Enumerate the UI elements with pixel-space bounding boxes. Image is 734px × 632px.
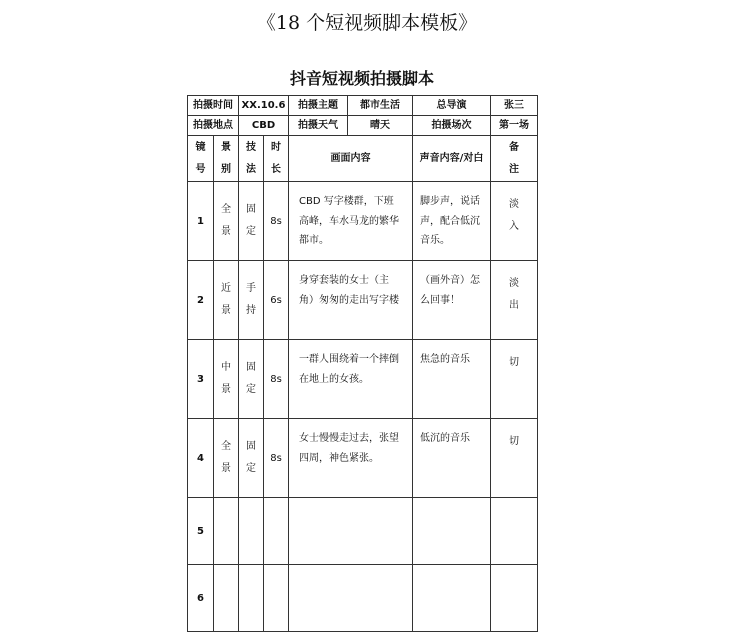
meta-value-location: CBD [239, 116, 289, 136]
meta-value-theme: 都市生活 [360, 100, 400, 111]
shot-duration: 6s [264, 261, 289, 340]
camera-technique: 固定 [239, 419, 264, 498]
shooting-script-table [187, 95, 538, 632]
table-row [188, 340, 538, 419]
picture-content [289, 565, 413, 632]
shot-note: 淡出 [491, 261, 538, 340]
table-row [188, 261, 538, 340]
camera-technique: 固定 [239, 340, 264, 419]
camera-technique [239, 498, 264, 565]
shot-note [491, 498, 538, 565]
meta-row-2 [188, 116, 538, 136]
shot-number: 3 [188, 340, 214, 419]
picture-content: 身穿套装的女士（主角）匆匆的走出写字楼 [289, 261, 413, 340]
meta-value-session: 第一场 [491, 116, 538, 136]
meta-cell-weather [289, 116, 413, 136]
camera-technique: 固定 [239, 182, 264, 261]
shot-number: 2 [188, 261, 214, 340]
meta-label-theme: 拍摄主题 [289, 96, 348, 115]
shot-number: 6 [188, 565, 214, 632]
header-technique: 技法 [239, 136, 264, 182]
meta-label-weather: 拍摄天气 [289, 116, 348, 135]
header-picture-content: 画面内容 [289, 136, 413, 182]
table-row [188, 498, 538, 565]
sound-content [413, 498, 491, 565]
shot-note: 淡入 [491, 182, 538, 261]
shot-note: 切 [491, 340, 538, 419]
scene-size [214, 498, 239, 565]
table-row [188, 565, 538, 632]
script-sheet-title: 抖音短视频拍摄脚本 [289, 69, 434, 88]
meta-cell-theme [289, 96, 413, 116]
header-notes: 备注 [491, 136, 538, 182]
scene-size: 全景 [214, 419, 239, 498]
header-sound-content: 声音内容/对白 [413, 136, 491, 182]
table-row [188, 182, 538, 261]
camera-technique: 手持 [239, 261, 264, 340]
meta-label-shoot-time: 拍摄时间 [188, 96, 239, 116]
shot-number: 5 [188, 498, 214, 565]
camera-technique [239, 565, 264, 632]
meta-row-1 [188, 96, 538, 116]
meta-label-director: 总导演 [413, 96, 491, 116]
header-duration: 时长 [264, 136, 289, 182]
scene-size: 全景 [214, 182, 239, 261]
picture-content: 一群人围绕着一个摔倒在地上的女孩。 [289, 340, 413, 419]
shot-number: 4 [188, 419, 214, 498]
header-row [188, 136, 538, 182]
header-shot-no: 镜号 [188, 136, 214, 182]
shot-duration: 8s [264, 340, 289, 419]
shot-note: 切 [491, 419, 538, 498]
shot-duration: 8s [264, 419, 289, 498]
meta-value-weather: 晴天 [370, 120, 390, 131]
sound-content [413, 565, 491, 632]
document-title: 《18 个短视频脚本模板》 [256, 12, 478, 34]
scene-size: 近景 [214, 261, 239, 340]
scene-size [214, 565, 239, 632]
meta-value-shoot-time: XX.10.6 [239, 96, 289, 116]
shot-duration [264, 498, 289, 565]
shot-duration [264, 565, 289, 632]
header-scene: 景别 [214, 136, 239, 182]
sound-content: 低沉的音乐 [413, 419, 491, 498]
sound-content: 焦急的音乐 [413, 340, 491, 419]
table-row [188, 419, 538, 498]
shot-duration: 8s [264, 182, 289, 261]
sound-content: 脚步声，说话声，配合低沉音乐。 [413, 182, 491, 261]
shot-number: 1 [188, 182, 214, 261]
picture-content: CBD 写字楼群，下班高峰，车水马龙的繁华都市。 [289, 182, 413, 261]
sound-content: （画外音）怎么回事！ [413, 261, 491, 340]
scene-size: 中景 [214, 340, 239, 419]
meta-label-location: 拍摄地点 [188, 116, 239, 136]
picture-content [289, 498, 413, 565]
meta-label-session: 拍摄场次 [413, 116, 491, 136]
shot-note [491, 565, 538, 632]
meta-value-director: 张三 [491, 96, 538, 116]
picture-content: 女士慢慢走过去，张望四周，神色紧张。 [289, 419, 413, 498]
